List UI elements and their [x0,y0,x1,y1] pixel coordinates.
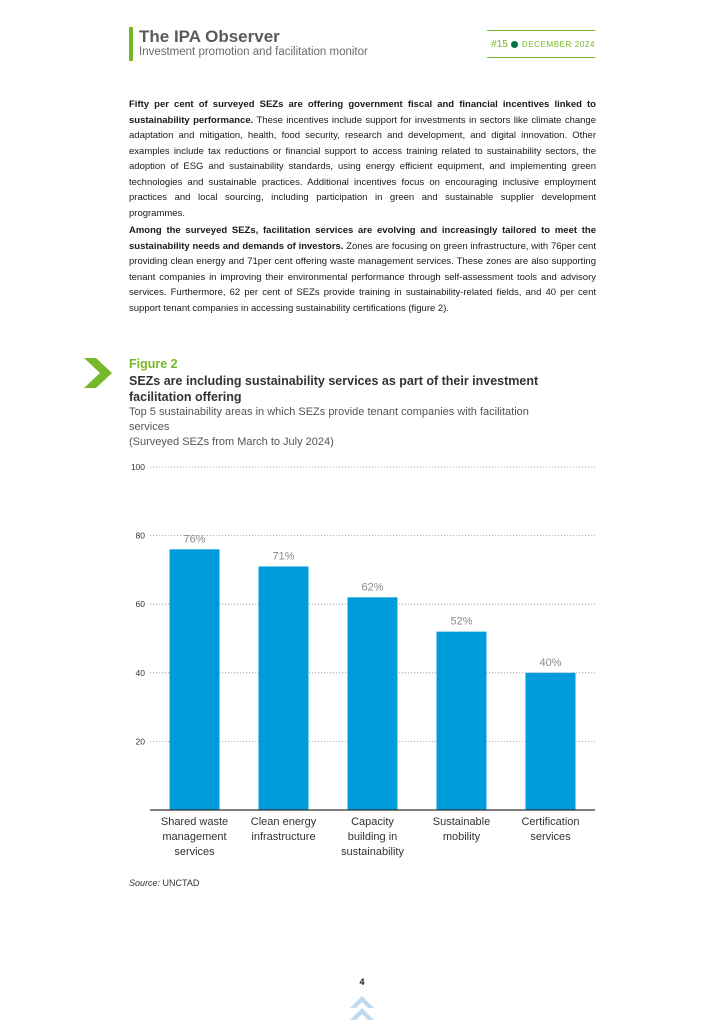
bar-data-label: 71% [272,550,295,563]
page-number: 4 [359,977,365,987]
publication-header [129,27,368,61]
publication-subtitle: Investment promotion and facilitation monitor [139,46,368,58]
x-category-label-line: management [162,831,227,843]
paragraph-lead: Fifty per cent of surveyed SEZs are offering government fiscal and financial incentives linked to sustainability performance. [129,99,596,126]
bar-chart [110,455,610,865]
x-category-label [341,816,404,858]
issue-badge [487,30,595,58]
source-label: Source: [129,878,161,888]
x-category-label-line: sustainability [341,846,404,858]
figure-source [129,878,199,888]
x-category-label [433,816,491,843]
y-tick-label: 40 [135,667,145,678]
issue-number: #15 [491,38,508,50]
x-category-label-line: mobility [442,831,481,843]
double-chevron-up-icon [350,996,374,1024]
figure-subtitle-note: (Surveyed SEZs from March to July 2024) [129,436,334,448]
figure-title: SEZs are including sustainability services as part of their investment facilitation offering [129,374,539,404]
bar [259,566,309,810]
bar [170,549,220,810]
bar [526,673,576,810]
bar [348,597,398,810]
paragraph-facilitation [129,223,596,316]
x-category-label [161,816,228,858]
x-category-label-line: Sustainable [432,816,491,828]
bar-data-label: 52% [450,615,473,628]
x-category-label-line: services [174,846,215,858]
x-category-label [521,816,579,843]
source-text: UNCTAD [160,878,200,888]
bar-data-label: 76% [183,533,206,546]
paragraph-text: These incentives include support for investments in sectors like climate change adaptation and mitigation, health, food security, research and development, and digital innovation. Other examples include tax reductions or financial support to access training related to sustainability sectors, the adoption of ESG and sustainability standards, using energy efficient equipment, and implementing green technologies and sustainable practices. Additional incentives focus on encouraging inclusive employment practices and local sourcing, including participation in green and sustainable supplier development programmes. [129,114,596,219]
bar-data-label: 40% [539,656,562,669]
chevron-right-icon [84,358,112,388]
y-tick-label: 20 [135,736,145,747]
figure-subtitle [129,405,569,450]
paragraph-lead: Among the surveyed SEZs, facilitation services are evolving and increasingly tailored to meet the sustainability needs and demands of investors. [129,225,596,252]
y-tick-label: 60 [135,599,145,610]
paragraph-text: Zones are focusing on green infrastructure, with 76per cent providing clean energy and 71per cent offering waste management services. These zones are also supporting tenant companies in improving their environmental performance through self-assessment tools and advisory services. Furthermore, 62 per cent of SEZs provide training in sustainability-related fields, and 40 per cent support tenant companies in accessing sustainability certifications (figure 2). [129,240,596,314]
x-category-label-line: Clean energy [250,816,317,828]
x-category-label-line: Certification [521,816,580,828]
bar [437,632,487,810]
y-tick-label: 100 [130,462,145,472]
publication-title: The IPA Observer [139,27,280,46]
bar-data-label: 62% [361,581,384,594]
issue-date: DECEMBER 2024 [521,39,595,49]
y-tick-label: 80 [135,530,145,541]
paragraph-incentives [129,97,596,221]
x-category-label-line: building in [347,831,398,843]
x-category-label-line: Capacity [351,816,394,828]
bullet-dot-icon [511,41,518,48]
figure-label: Figure 2 [129,357,178,371]
x-category-label-line: services [530,831,571,843]
x-category-label [251,816,317,843]
x-category-label-line: infrastructure [251,831,316,843]
x-category-label-line: Shared waste [160,816,229,828]
figure-subtitle-line: Top 5 sustainability areas in which SEZs provide tenant companies with facilitation services [129,406,529,433]
